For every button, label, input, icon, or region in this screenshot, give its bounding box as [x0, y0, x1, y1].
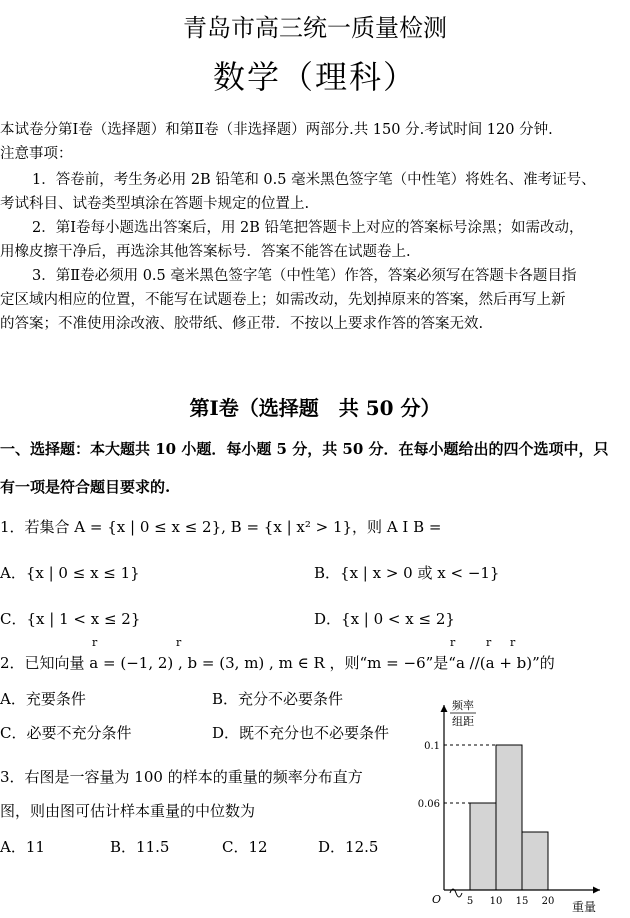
notice-item-2-cont: 用橡皮擦干净后，再选涂其他答案标号．答案不能答在试题卷上. [0, 244, 411, 260]
q1-option-d: D．{x | 0 < x ≤ 2} [314, 610, 455, 628]
y-tick-label: 0.1 [424, 741, 440, 752]
origin-label: O [432, 893, 442, 906]
notice-label: 注意事项： [0, 146, 73, 162]
y-axis-label-top: 频率 [452, 699, 474, 712]
section-instructions-cont: 有一项是符合题目要求的. [0, 478, 171, 496]
x-tick-label: 20 [541, 896, 555, 907]
x-tick-label: 10 [489, 896, 503, 907]
exam-title: 青岛市高三统一质量检测 [183, 14, 447, 42]
q1-option-c: C．{x | 1 < x ≤ 2} [0, 610, 141, 628]
frequency-histogram [410, 695, 620, 918]
intro-line: 本试卷分第Ⅰ卷（选择题）和第Ⅱ卷（非选择题）两部分.共 150 分.考试时间 120 分钟. [0, 122, 553, 138]
vector-arrow-mark: r [510, 636, 516, 649]
notice-item-2: 2．第Ⅰ卷每小题选出答案后，用 2B 铅笔把答题卡上对应的答案标号涂黑；如需改动， [32, 220, 584, 236]
question-2-stem: 2．已知向量 a = (−1, 2) , b = (3, m) , m ∈ R ，则“m = −6”是“a //(a + b)”的 [0, 654, 555, 672]
question-3-stem: 3．右图是一容量为 100 的样本的重量的频率分布直方 [0, 768, 363, 786]
x-tick-label: 5 [466, 896, 474, 907]
x-tick-label: 15 [515, 896, 529, 907]
notice-item-1-cont: 考试科目、试卷类型填涂在答题卡规定的位置上. [0, 196, 310, 212]
q3-option-c: C．12 [222, 838, 268, 856]
notice-item-3-cont2: 的答案；不准使用涂改液、胶带纸、修正带．不按以上要求作答的答案无效. [0, 316, 484, 332]
question-3-stem-cont: 图，则由图可估计样本重量的中位数为 [0, 802, 256, 820]
histogram-bar [522, 832, 548, 890]
y-tick-label: 0.06 [417, 799, 440, 810]
y-axis-label-bottom: 组距 [452, 715, 474, 728]
q2-option-a: A．充要条件 [0, 690, 86, 708]
vector-arrow-mark: r [450, 636, 456, 649]
q2-option-b: B．充分不必要条件 [212, 690, 344, 708]
question-1-stem: 1．若集合 A = {x | 0 ≤ x ≤ 2}, B = {x | x² > 1}，则 A I B = [0, 518, 442, 536]
q1-option-a: A．{x | 0 ≤ x ≤ 1} [0, 564, 140, 582]
histogram-bar [470, 803, 496, 890]
q3-option-d: D．12.5 [318, 838, 379, 856]
section-title: 第Ⅰ卷（选择题 共 50 分） [189, 396, 441, 420]
notice-item-1: 1．答卷前，考生务必用 2B 铅笔和 0.5 毫米黑色签字笔（中性笔）将姓名、准考证号、 [32, 172, 596, 188]
vector-arrow-mark: r [176, 636, 182, 649]
histogram-bar [496, 745, 522, 890]
notice-item-3: 3．第Ⅱ卷必须用 0.5 毫米黑色签字笔（中性笔）作答，答案必须写在答题卡各题目指 [32, 268, 577, 284]
q1-option-b: B．{x | x > 0 或 x < −1} [314, 564, 500, 582]
q3-option-b: B．11.5 [110, 838, 170, 856]
section-instructions: 一、选择题：本大题共 10 小题．每小题 5 分，共 50 分．在每小题给出的四个选项中，只 [0, 440, 609, 458]
x-axis-label: 重量 [572, 900, 597, 914]
notice-item-3-cont: 定区域内相应的位置，不能写在试题卷上；如需改动，先划掉原来的答案，然后再写上新 [0, 292, 566, 308]
vector-arrow-mark: r [486, 636, 492, 649]
q3-option-a: A．11 [0, 838, 45, 856]
vector-arrow-mark: r [92, 636, 98, 649]
exam-subtitle: 数学（理科） [212, 58, 417, 96]
q2-option-d: D．既不充分也不必要条件 [212, 724, 390, 742]
q2-option-c: C．必要不充分条件 [0, 724, 132, 742]
